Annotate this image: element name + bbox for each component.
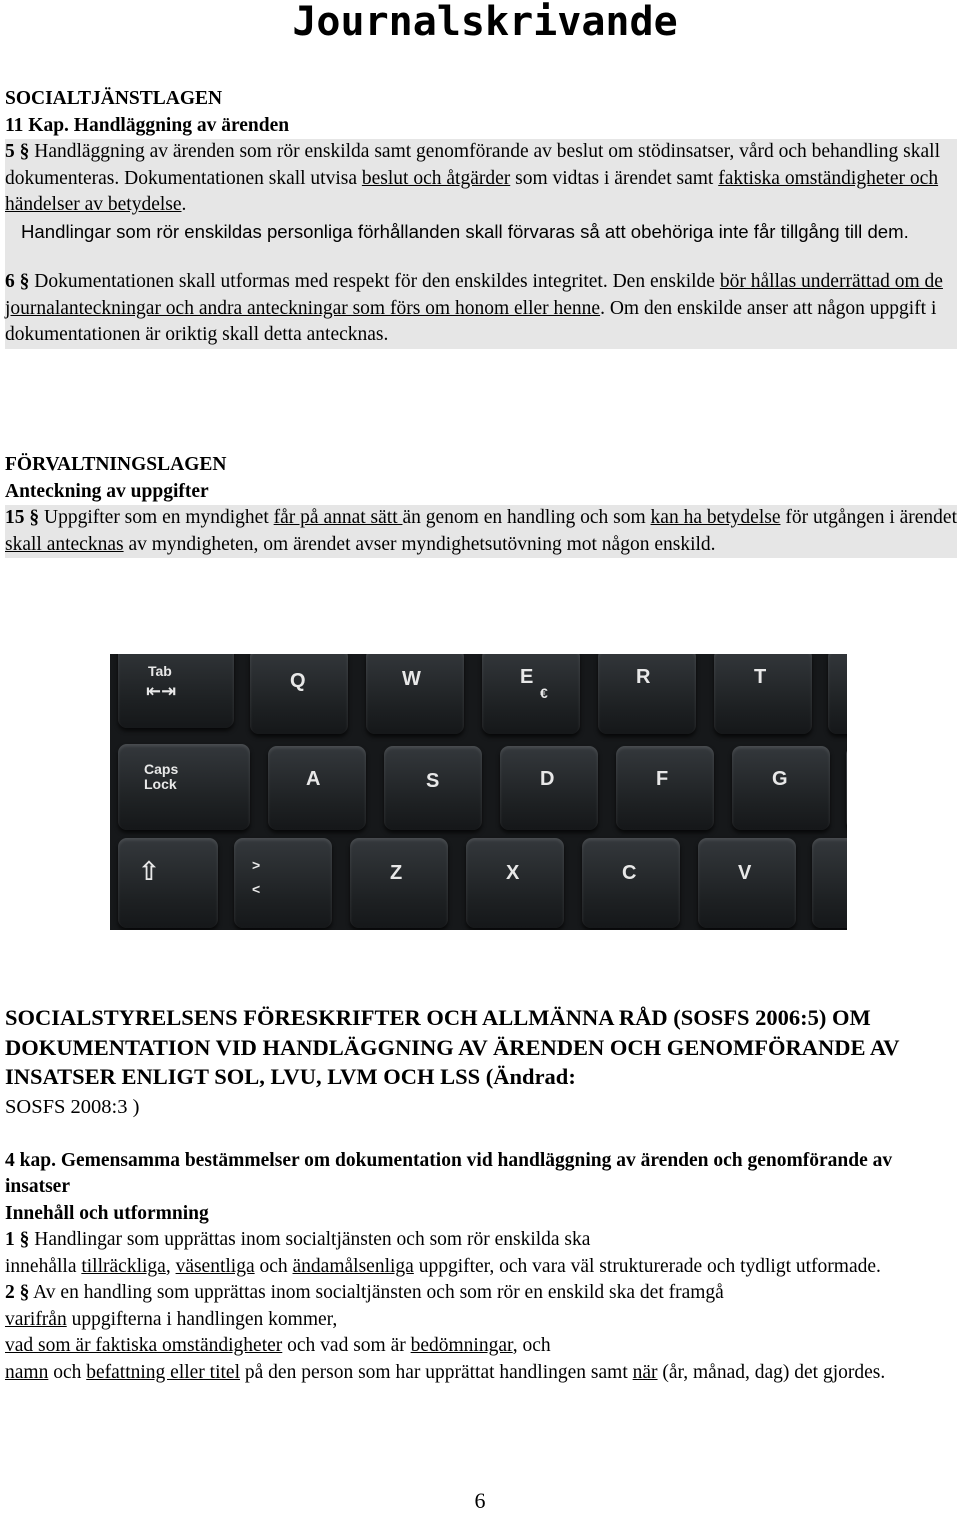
key-e bbox=[482, 654, 580, 734]
sol-p5-sans: Handlingar som rör enskildas personliga förhållanden skall förvaras så att obehöriga inte får tillgång till dem. bbox=[21, 220, 909, 242]
sosfs-p1-text-4: och bbox=[254, 1255, 293, 1277]
sosfs-paragraph-1 bbox=[5, 1227, 957, 1254]
key-label-c: C bbox=[622, 862, 637, 884]
key-label-t: T bbox=[754, 666, 767, 688]
key-g bbox=[732, 746, 830, 830]
key-partial-row3 bbox=[812, 838, 847, 928]
sosfs-p2-line-3 bbox=[5, 1333, 957, 1360]
key-t bbox=[714, 654, 812, 734]
sosfs-p2-text-6: på den person som har upprättat handlingen samt bbox=[240, 1361, 633, 1383]
sosfs-heading-bold: SOCIALSTYRELSENS FÖRESKRIFTER OCH ALLMÄNNA RÅD (SOSFS 2006:5) OM DOKUMENTATION VID HANDLÄGGNING AV ÄRENDEN OCH GENOMFÖRANDE AV INSATSER ENLIGT SOL, LVU, LVM OCH LSS (Ändrad: bbox=[5, 1005, 900, 1089]
key-f bbox=[616, 746, 714, 830]
key-shift bbox=[118, 838, 218, 928]
key-label-a: A bbox=[306, 768, 321, 790]
sol-p5-text-3: . bbox=[181, 194, 187, 215]
fl-p15-text-3: för utgången i ärendet bbox=[780, 507, 958, 528]
tab-arrow-icon: ⇤⇥ bbox=[146, 681, 177, 701]
fl-paragraph-15 bbox=[5, 505, 957, 558]
key-label-w: W bbox=[402, 668, 421, 690]
key-label-f: F bbox=[656, 768, 669, 790]
sol-p6-underline-1: bör hållas underrättad om de journalanteckningar och andra anteckningar som förs om honom eller henne bbox=[5, 271, 943, 319]
sosfs-p2-line-4 bbox=[5, 1360, 957, 1387]
key-label-euro: € bbox=[540, 685, 548, 701]
sosfs-p2-underline-5: befattning eller titel bbox=[86, 1361, 241, 1383]
sosfs-p2-text-2: uppgifterna i handlingen kommer, bbox=[66, 1308, 338, 1330]
key-label-d: D bbox=[540, 768, 555, 790]
sosfs-p2-text-7: (år, månad, dag) det gjordes. bbox=[657, 1361, 886, 1383]
sosfs-p1-underline-1: tillräckliga bbox=[81, 1255, 166, 1277]
sosfs-p1-text-5: uppgifter, och vara väl strukturerade och tydligt utformade. bbox=[413, 1255, 881, 1277]
sosfs-p2-text-5: och bbox=[48, 1361, 87, 1383]
sosfs-section bbox=[5, 1003, 957, 1386]
sosfs-chapter: 4 kap. Gemensamma bestämmelser om dokumentation vid handläggning av ärenden och genomförande av insatser bbox=[5, 1149, 893, 1197]
key-w bbox=[366, 654, 464, 734]
key-label-less: < bbox=[252, 881, 261, 897]
sosfs-p2-underline-4: namn bbox=[5, 1361, 49, 1383]
page-number: 6 bbox=[474, 1488, 486, 1513]
sosfs-p2-number: 2 § bbox=[5, 1282, 30, 1303]
shift-arrow-icon: ⇧ bbox=[138, 856, 160, 886]
sol-p5-text-2: som vidtas i ärendet samt bbox=[510, 167, 719, 189]
fl-p15-underline-3: skall antecknas bbox=[5, 533, 124, 555]
sol-p5-underline-2: faktiska omständigheter och händelser av betydelse bbox=[5, 167, 939, 215]
sosfs-p2-text-4: , och bbox=[512, 1335, 551, 1356]
fl-p15-text-4: av myndigheten, om ärendet avser myndighetsutövning mot någon enskild. bbox=[123, 533, 716, 555]
fl-section bbox=[5, 452, 957, 558]
fl-p15-text: Uppgifter som en myndighet bbox=[39, 507, 274, 528]
sosfs-p1-text-3: , bbox=[165, 1255, 176, 1277]
key-label-z: Z bbox=[390, 862, 403, 884]
sosfs-p2-text-3: och vad som är bbox=[282, 1335, 411, 1356]
sosfs-p2-underline-6: när bbox=[632, 1361, 658, 1383]
sol-p5-underline-1: beslut och åtgärder bbox=[361, 167, 511, 189]
sosfs-p1-underline-2: väsentliga bbox=[175, 1255, 255, 1277]
key-label-e: E bbox=[520, 666, 534, 688]
key-s bbox=[384, 746, 482, 830]
key-r bbox=[598, 654, 696, 734]
sosfs-p2-underline-3: bedömningar bbox=[410, 1335, 513, 1356]
key-label-r: R bbox=[636, 666, 651, 688]
sosfs-p1-number: 1 § bbox=[5, 1229, 30, 1250]
fl-p15-number: 15 § bbox=[5, 507, 40, 528]
fl-law-title: FÖRVALTNINGSLAGEN bbox=[5, 454, 227, 475]
sosfs-subheading: Innehåll och utformning bbox=[5, 1202, 209, 1224]
sol-p5-number: 5 § bbox=[5, 141, 30, 162]
spacer bbox=[5, 1122, 957, 1148]
sol-paragraph-5 bbox=[5, 139, 957, 349]
sosfs-p2-underline-2: vad som är faktiska omständigheter bbox=[5, 1335, 283, 1356]
key-a bbox=[268, 746, 366, 830]
key-angle-brackets bbox=[234, 838, 332, 928]
key-partial-row1 bbox=[828, 654, 847, 734]
key-q bbox=[250, 654, 348, 734]
sol-p6-number: 6 § bbox=[5, 271, 30, 292]
sosfs-p1-text: Handlingar som upprättas inom socialtjänsten och som rör enskilda ska bbox=[29, 1229, 591, 1250]
key-label-q: Q bbox=[290, 670, 306, 692]
sosfs-p2-text: Av en handling som upprättas inom socialtjänsten och som rör en enskild ska det framgå bbox=[29, 1282, 724, 1303]
key-label-v: V bbox=[738, 862, 752, 884]
fl-p15-text-2: än genom en handling och som bbox=[402, 507, 651, 528]
sol-section bbox=[5, 86, 957, 349]
sosfs-p2-underline-1: varifrån bbox=[5, 1308, 67, 1330]
key-x bbox=[466, 838, 564, 928]
key-label-g: G bbox=[772, 768, 788, 790]
key-label-greater: > bbox=[252, 857, 261, 873]
spacer bbox=[5, 245, 957, 269]
fl-p15-underline-2: kan ha betydelse bbox=[650, 507, 781, 528]
key-label-s: S bbox=[426, 770, 440, 792]
key-c bbox=[582, 838, 680, 928]
key-label-caps-lock: Caps Lock bbox=[144, 761, 179, 792]
key-caps-lock bbox=[118, 744, 250, 830]
sosfs-p2-line-2 bbox=[5, 1307, 957, 1334]
sosfs-paragraph-1-cont bbox=[5, 1254, 957, 1281]
sol-paragraph-6 bbox=[5, 269, 957, 349]
key-label-tab: Tab bbox=[148, 663, 172, 679]
sosfs-heading-normal: SOSFS 2008:3 ) bbox=[5, 1095, 140, 1118]
sol-p6-text: Dokumentationen skall utformas med respekt för den enskildes integritet. Den enskilde bbox=[29, 271, 720, 292]
fl-heading: Anteckning av uppgifter bbox=[5, 480, 209, 502]
sosfs-p1-text-2: innehålla bbox=[5, 1255, 82, 1277]
sol-chapter: 11 Kap. Handläggning av ärenden bbox=[5, 114, 290, 136]
sosfs-paragraph-2 bbox=[5, 1280, 957, 1307]
key-label-x: X bbox=[506, 862, 520, 884]
sol-p5-text: Handläggning av ärenden som rör enskilda samt genomförande av beslut om stödinsatser, vård och behandling skall dokumenteras. Dokumentationen skall utvisa bbox=[5, 141, 940, 189]
page-title: Journalskrivande bbox=[292, 0, 678, 45]
key-v bbox=[698, 838, 796, 928]
sosfs-p1-underline-3: ändamålsenliga bbox=[292, 1255, 414, 1277]
sol-p6-text-2: . Om den enskilde anser att någon uppgift i dokumentationen är oriktig skall detta antecknas. bbox=[5, 297, 937, 345]
key-d bbox=[500, 746, 598, 830]
key-partial-row2 bbox=[846, 746, 847, 830]
sol-law-title: SOCIALTJÄNSTLAGEN bbox=[5, 88, 223, 109]
keyboard-photo bbox=[110, 654, 847, 930]
sosfs-heading bbox=[5, 1003, 957, 1092]
key-z bbox=[350, 838, 448, 928]
key-tab bbox=[118, 654, 234, 728]
fl-p15-underline-1: får på annat sätt bbox=[273, 507, 403, 528]
